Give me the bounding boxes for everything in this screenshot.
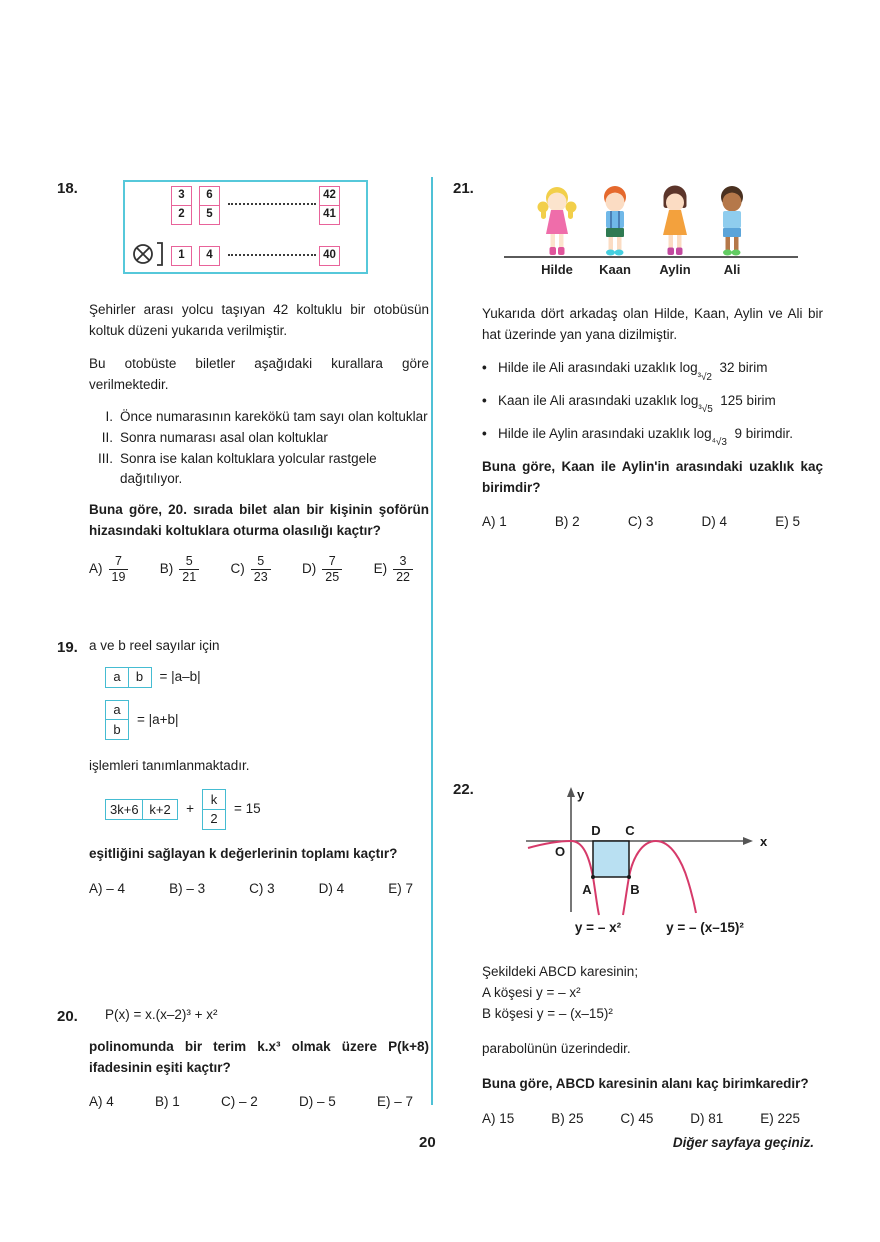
equation-1: y = – x² [574, 920, 622, 935]
kid-name-ali: Ali [723, 262, 741, 277]
q21-question: Buna göre, Kaan ile Aylin'in arasındaki uzaklık kaç birimdir? [482, 458, 823, 495]
square-abcd [593, 841, 629, 877]
q18-option-a: A) $\frac{7}{19}$ [89, 554, 128, 585]
steering-wheel-icon [131, 240, 167, 270]
question-number: 20. [57, 1008, 78, 1025]
q22-question: Buna göre, ABCD karesinin alanı kaç birimkaredir? [482, 1075, 809, 1091]
q22-option-b: B) 25 [551, 1110, 584, 1126]
y-axis-arrow [567, 787, 575, 797]
bullet-icon: • [482, 392, 487, 408]
seat-3: 3 [171, 186, 192, 206]
q22-option-d: D) 81 [690, 1110, 724, 1126]
parabola-graph [504, 782, 834, 940]
dotted-line [228, 203, 316, 205]
point-b [627, 875, 631, 879]
q22-line-3: B köşesi y = – (x–15)² [482, 1005, 613, 1021]
q21-bullet-2: • Kaan ile Ali arasındaki uzaklık $\log_{^3√5} 125$ birim [482, 392, 776, 416]
fraction: $\frac{3}{22}$ [393, 554, 413, 585]
box-3k6: 3k+6 [105, 799, 144, 820]
q21-option-a: A) 1 [482, 514, 507, 530]
q19-options [89, 879, 413, 900]
q20-option-c: C) – 2 [220, 1093, 258, 1109]
seat-4: 4 [199, 246, 220, 266]
question-18 [57, 177, 429, 585]
label-x: x [760, 834, 768, 849]
label-c: C [625, 823, 635, 838]
q18-option-b: B) $\frac{5}{21}$ [160, 554, 199, 585]
q19-option-e: E) 7 [388, 880, 413, 896]
q22-line-2: A köşesi y = – x² [482, 984, 581, 1000]
fraction: $\frac{5}{21}$ [179, 554, 199, 585]
rule-2: II. Sonra numarası asal olan koltuklar [101, 429, 328, 445]
question-number: 22. [453, 781, 474, 798]
label-d: D [591, 823, 601, 838]
q20-option-a: A) 4 [89, 1093, 114, 1109]
seat-1: 1 [171, 246, 192, 266]
question-number: 19. [57, 639, 78, 656]
q19-option-b: B) – 3 [169, 880, 206, 896]
q21-option-e: E) 5 [775, 514, 800, 530]
point-a [591, 875, 595, 879]
question-20 [57, 1005, 429, 1113]
q19-equation: 3k+6 k+2 + $\frac{k}{2}$ = 15 [105, 789, 429, 830]
label-a: A [582, 882, 592, 897]
kid-name-aylin: Aylin [659, 262, 691, 277]
box-k2: k+2 [142, 799, 178, 820]
q21-bullet-3: • Hilde ile Aylin arasındaki uzaklık $\log_{^4√3} 9$ birimdir. [482, 425, 794, 449]
box-b: b [128, 667, 152, 688]
question-19 [57, 636, 429, 900]
q20-formula: P(x) = x.(x–2)³ + x² [105, 1007, 218, 1022]
page-number: 20 [419, 1134, 436, 1151]
q19-definition-2: $\frac{a}{b}$ = |a+b| [105, 700, 429, 741]
seat-40: 40 [319, 246, 340, 266]
q21-bullets [482, 358, 823, 449]
q18-paragraph-2: Bu otobüste biletler aşağıdaki kurallara göre verilmektedir. [89, 355, 429, 392]
q20-option-e: E) – 7 [376, 1093, 413, 1109]
q21-paragraph: Yukarıda dört arkadaş olan Hilde, Kaan, Aylin ve Ali bir hat üzerinde yan yana dizilmiştir. [482, 306, 823, 342]
q22-option-e: E) 225 [760, 1110, 800, 1126]
q21-option-b: B) 2 [554, 514, 580, 530]
q22-line-1: Şekildeki ABCD karesinin; [482, 964, 639, 979]
box-b: b [105, 719, 129, 740]
q19-option-d: D) 4 [318, 880, 345, 896]
q18-options [89, 554, 413, 585]
q18-rules [89, 407, 429, 491]
q18-paragraph-1: Şehirler arası yolcu taşıyan 42 koltuklu bir otobüsün koltuk düzeni yukarıda verilmiştir. [89, 302, 429, 338]
seat-6: 6 [199, 186, 220, 206]
seat-5: 5 [199, 205, 220, 225]
kids-illustration [502, 183, 802, 279]
bullet-icon: • [482, 425, 487, 441]
q19-intro: a ve b reel sayılar için [89, 638, 220, 653]
box-k: k [202, 789, 226, 810]
q21-options [482, 512, 800, 533]
kid-name-kaan: Kaan [599, 262, 631, 277]
q20-option-b: B) 1 [154, 1093, 180, 1109]
q21-option-c: C) 3 [627, 514, 654, 530]
q22-option-a: A) 15 [482, 1110, 515, 1126]
question-22 [453, 778, 823, 1130]
q19-option-c: C) 3 [249, 880, 275, 896]
q18-question: Buna göre, 20. sırada bilet alan bir kişinin şoförün hizasındaki koltuklara oturma olasılığı kaçtır? [89, 502, 429, 539]
kid-kaan-illustration [604, 186, 626, 256]
label-b: B [630, 882, 640, 897]
q22-line-4: parabolünün üzerindedir. [482, 1040, 631, 1056]
column-divider [431, 177, 433, 1105]
equation-2: y = – (x–15)² [666, 920, 744, 935]
fraction: $\frac{7}{25}$ [322, 554, 342, 585]
seat-2: 2 [171, 205, 192, 225]
q20-question: polinomunda bir terim k.x³ olmak üzere P(k+8) ifadesinin eşiti kaçtır? [89, 1038, 429, 1075]
q21-bullet-1: • Hilde ile Ali arasındaki uzaklık $\log_{^3√2} 32$ birim [482, 359, 768, 383]
q19-option-a: A) – 4 [89, 880, 126, 896]
label-y: y [577, 787, 585, 802]
box-2: 2 [202, 809, 226, 830]
kid-hilde-illustration [538, 187, 577, 255]
q18-option-c: C) $\frac{5}{23}$ [231, 554, 271, 585]
box-a: a [105, 700, 129, 721]
kid-aylin-illustration [663, 186, 687, 256]
dotted-line [228, 254, 316, 256]
q20-options [89, 1092, 413, 1113]
question-number: 21. [453, 180, 474, 197]
kid-name-hilde: Hilde [541, 262, 573, 277]
label-o: O [554, 844, 566, 859]
fraction: $\frac{5}{23}$ [251, 554, 271, 585]
bus-seat-diagram [123, 180, 368, 274]
fraction: $\frac{7}{19}$ [109, 554, 129, 585]
bullet-icon: • [482, 359, 487, 375]
kid-ali-illustration [721, 186, 743, 256]
q18-option-d: D) $\frac{7}{25}$ [302, 554, 342, 585]
q22-options [482, 1109, 800, 1130]
q19-question: eşitliğini sağlayan k değerlerinin toplamı kaçtır? [89, 845, 398, 861]
parabola-neg-x-15-2 [623, 841, 696, 915]
q18-option-e: E) $\frac{3}{22}$ [374, 554, 413, 585]
q20-option-d: D) – 5 [298, 1093, 336, 1109]
seat-41: 41 [319, 205, 340, 225]
q21-option-d: D) 4 [701, 514, 728, 530]
box-a: a [105, 667, 129, 688]
seat-42: 42 [319, 186, 340, 206]
rule-1: I. Önce numarasının karekökü tam sayı olan koltuklar [105, 408, 428, 424]
x-axis-arrow [743, 837, 753, 845]
q19-definition-1: a b = |a–b| [105, 667, 429, 688]
continue-note: Diğer sayfaya geçiniz. [672, 1135, 814, 1150]
q22-option-c: C) 45 [620, 1110, 654, 1126]
q19-middle: işlemleri tanımlanmaktadır. [89, 758, 250, 774]
rule-3: III. Sonra ise kalan koltuklara yolcular rastgele dağıtılıyor. [97, 450, 377, 487]
question-number: 18. [57, 180, 78, 197]
question-21 [453, 177, 823, 533]
